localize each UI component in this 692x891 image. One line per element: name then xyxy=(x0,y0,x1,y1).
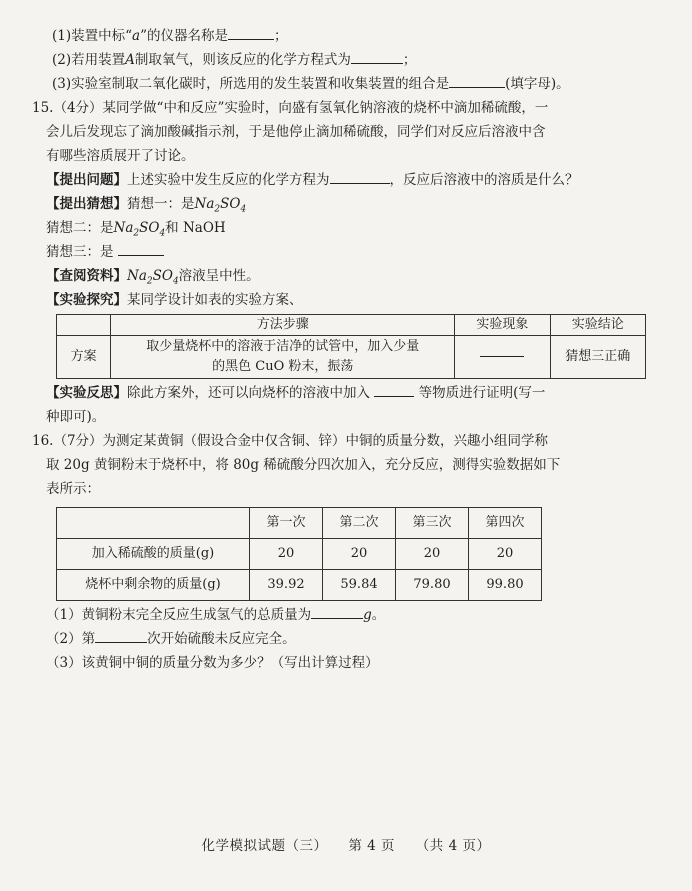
q14-item-1: (1)装置中标“a”的仪器名称是 ； xyxy=(46,24,652,48)
footer-page: 第 4 页 xyxy=(348,838,395,854)
footer-title: 化学模拟试题（三） xyxy=(201,838,328,854)
q15-text: 有哪些溶质展开了讨论。 xyxy=(46,148,195,164)
table-cell: 20 xyxy=(323,539,396,570)
formula-na2so4: $Na_2SO_4$ xyxy=(194,196,247,215)
q15-reflect-cont: 种即可)。 xyxy=(46,409,106,425)
col-header: 第二次 xyxy=(323,508,396,539)
answer-blank[interactable] xyxy=(449,73,505,88)
table-cell: 79.80 xyxy=(396,570,469,601)
q15-reflect: 【实验反思】除此方案外，还可以向烧杯的溶液中加入 等物质进行证明(写一 xyxy=(46,381,652,405)
table-cell: 20 xyxy=(396,539,469,570)
phenomenon-cell xyxy=(455,336,550,379)
header-conclusion: 实验结论 xyxy=(550,315,645,336)
table-cell: 99.80 xyxy=(469,570,542,601)
q14-item-2: (2)若用装置A制取氧气，则该反应的化学方程式为 ； xyxy=(46,48,652,72)
q16-text: 表所示： xyxy=(46,481,100,497)
header-method: 方法步骤 xyxy=(111,315,455,336)
experiment-table xyxy=(56,314,646,379)
header-phenomenon: 实验现象 xyxy=(455,315,550,336)
row-label: 方案 xyxy=(57,336,111,379)
q15-explore: 【实验探究】某同学设计如表的实验方案、 xyxy=(46,292,303,308)
q16-text: 取 20g 黄铜粉末于烧杯中，将 80g 稀硫酸分四次加入，充分反应，测得实验数据如下 xyxy=(46,457,561,473)
formula-na2so4: $Na_2SO_4$ xyxy=(127,268,179,287)
answer-blank[interactable] xyxy=(330,169,390,184)
q16-item-1: （1）黄铜粉末完全反应生成氢气的总质量为 g。 xyxy=(46,603,652,627)
col-header: 第三次 xyxy=(396,508,469,539)
row-label: 加入稀硫酸的质量(g) xyxy=(57,539,250,570)
q15-text: 会儿后发现忘了滴加酸碱指示剂，于是他停止滴加稀硫酸，同学们对反应后溶液中含 xyxy=(46,124,546,140)
answer-blank[interactable] xyxy=(118,241,164,256)
q15-guess-2: 猜想二：是$Na_2SO_4$和 NaOH xyxy=(46,220,226,239)
answer-blank[interactable] xyxy=(480,356,524,357)
table-cell: 39.92 xyxy=(250,570,323,601)
q15-heading: 15.（4分）某同学做“中和反应”实验时，向盛有氢氧化钠溶液的烧杯中滴加稀硫酸，一 xyxy=(32,100,549,116)
q15-guess-1: 【提出猜想】猜想一：是$Na_2SO_4$ xyxy=(46,196,247,215)
conclusion-cell: 猜想三正确 xyxy=(550,336,645,379)
col-header: 第一次 xyxy=(250,508,323,539)
method-cell: 取少量烧杯中的溶液于洁净的试管中，加入少量 的黑色 CuO 粉末，振荡 xyxy=(111,336,455,379)
q16-item-3: （3）该黄铜中铜的质量分数为多少？（写出计算过程） xyxy=(46,655,379,671)
q14-item-3: (3)实验室制取二氧化碳时，所选用的发生装置和收集装置的组合是 (填字母)。 xyxy=(46,72,652,96)
page-footer xyxy=(0,834,692,854)
row-label: 烧杯中剩余物的质量(g) xyxy=(57,570,250,601)
formula-na2so4: $Na_2SO_4$ xyxy=(113,220,166,239)
data-table xyxy=(56,507,542,601)
answer-blank[interactable] xyxy=(374,382,414,397)
answer-blank[interactable] xyxy=(311,604,363,619)
q16-item-2: （2）第 次开始硫酸未反应完全。 xyxy=(46,627,652,651)
answer-blank[interactable] xyxy=(228,25,274,40)
col-header: 第四次 xyxy=(469,508,542,539)
q15-info: 【查阅资料】$Na_2SO_4$溶液呈中性。 xyxy=(46,268,260,287)
answer-blank[interactable] xyxy=(95,628,147,643)
q15-problem: 【提出问题】上述实验中发生反应的化学方程为 ，反应后溶液中的溶质是什么？ xyxy=(46,168,652,192)
q15-guess-3: 猜想三：是 xyxy=(46,240,652,264)
table-cell: 20 xyxy=(250,539,323,570)
answer-blank[interactable] xyxy=(351,49,403,64)
q16-heading: 16.（7分）为测定某黄铜（假设合金中仅含铜、锌）中铜的质量分数，兴趣小组同学称 xyxy=(32,433,549,449)
table-cell: 20 xyxy=(469,539,542,570)
table-cell: 59.84 xyxy=(323,570,396,601)
footer-total: （共 4 页） xyxy=(415,838,491,854)
